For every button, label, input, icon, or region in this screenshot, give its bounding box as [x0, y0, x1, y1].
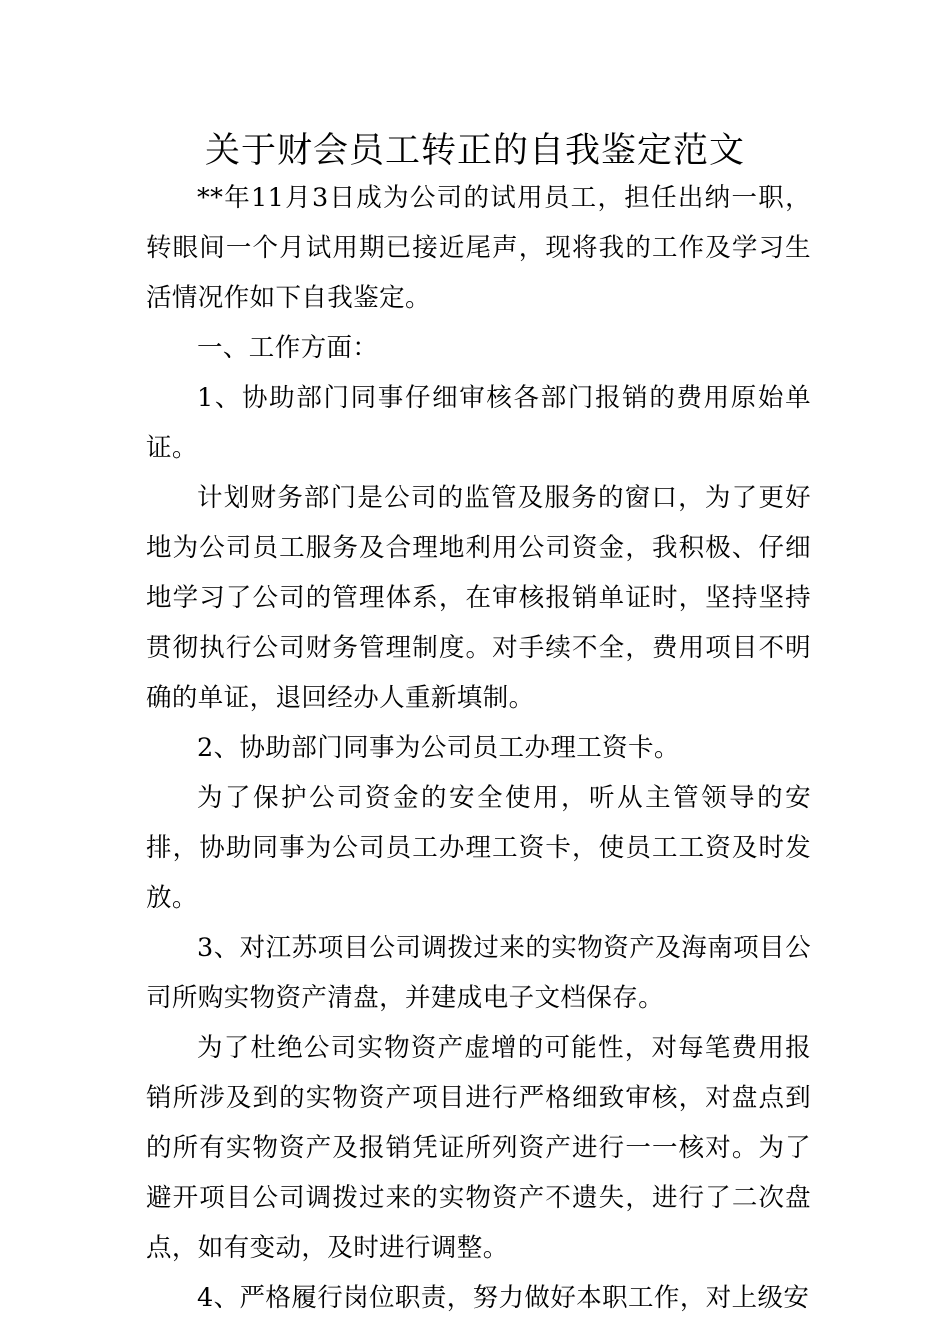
section-heading-work: 一、工作方面： [197, 333, 379, 363]
document-title: 关于财会员工转正的自我鉴定范文 [204, 131, 745, 171]
paragraph-intro: **年11月3日成为公司的试用员工，担任出纳一职，转眼间一个月试用期已接近尾声，现将我的工作及学习生活情况作如下自我鉴定。 [146, 183, 811, 313]
item-heading-1: 1、协助部门同事仔细审核各部门报销的费用原始单证。 [146, 383, 811, 463]
paragraph-item-1: 计划财务部门是公司的监管及服务的窗口，为了更好地为公司员工服务及合理地利用公司资金，我积极、仔细地学习了公司的管理体系，在审核报销单证时，坚持坚持贯彻执行公司财务管理制度。对手续不全，费用项目不明确的单证，退回经办人重新填制。 [146, 483, 811, 713]
item-heading-2: 2、协助部门同事为公司员工办理工资卡。 [197, 733, 680, 763]
paragraph-item-2: 为了保护公司资金的安全使用，听从主管领导的安排，协助同事为公司员工办理工资卡，使员工工资及时发放。 [146, 783, 811, 913]
item-heading-4: 4、严格履行岗位职责，努力做好本职工作，对上级安 [197, 1283, 810, 1313]
item-heading-3: 3、对江苏项目公司调拨过来的实物资产及海南项目公司所购实物资产清盘，并建成电子文档保存。 [146, 933, 811, 1013]
paragraph-item-3: 为了杜绝公司实物资产虚增的可能性，对每笔费用报销所涉及到的实物资产项目进行严格细致审核，对盘点到的所有实物资产及报销凭证所列资产进行一一核对。为了避开项目公司调拨过来的实物资产不遗失，进行了二次盘点，如有变动，及时进行调整。 [146, 1033, 811, 1263]
document-body [146, 173, 811, 1323]
